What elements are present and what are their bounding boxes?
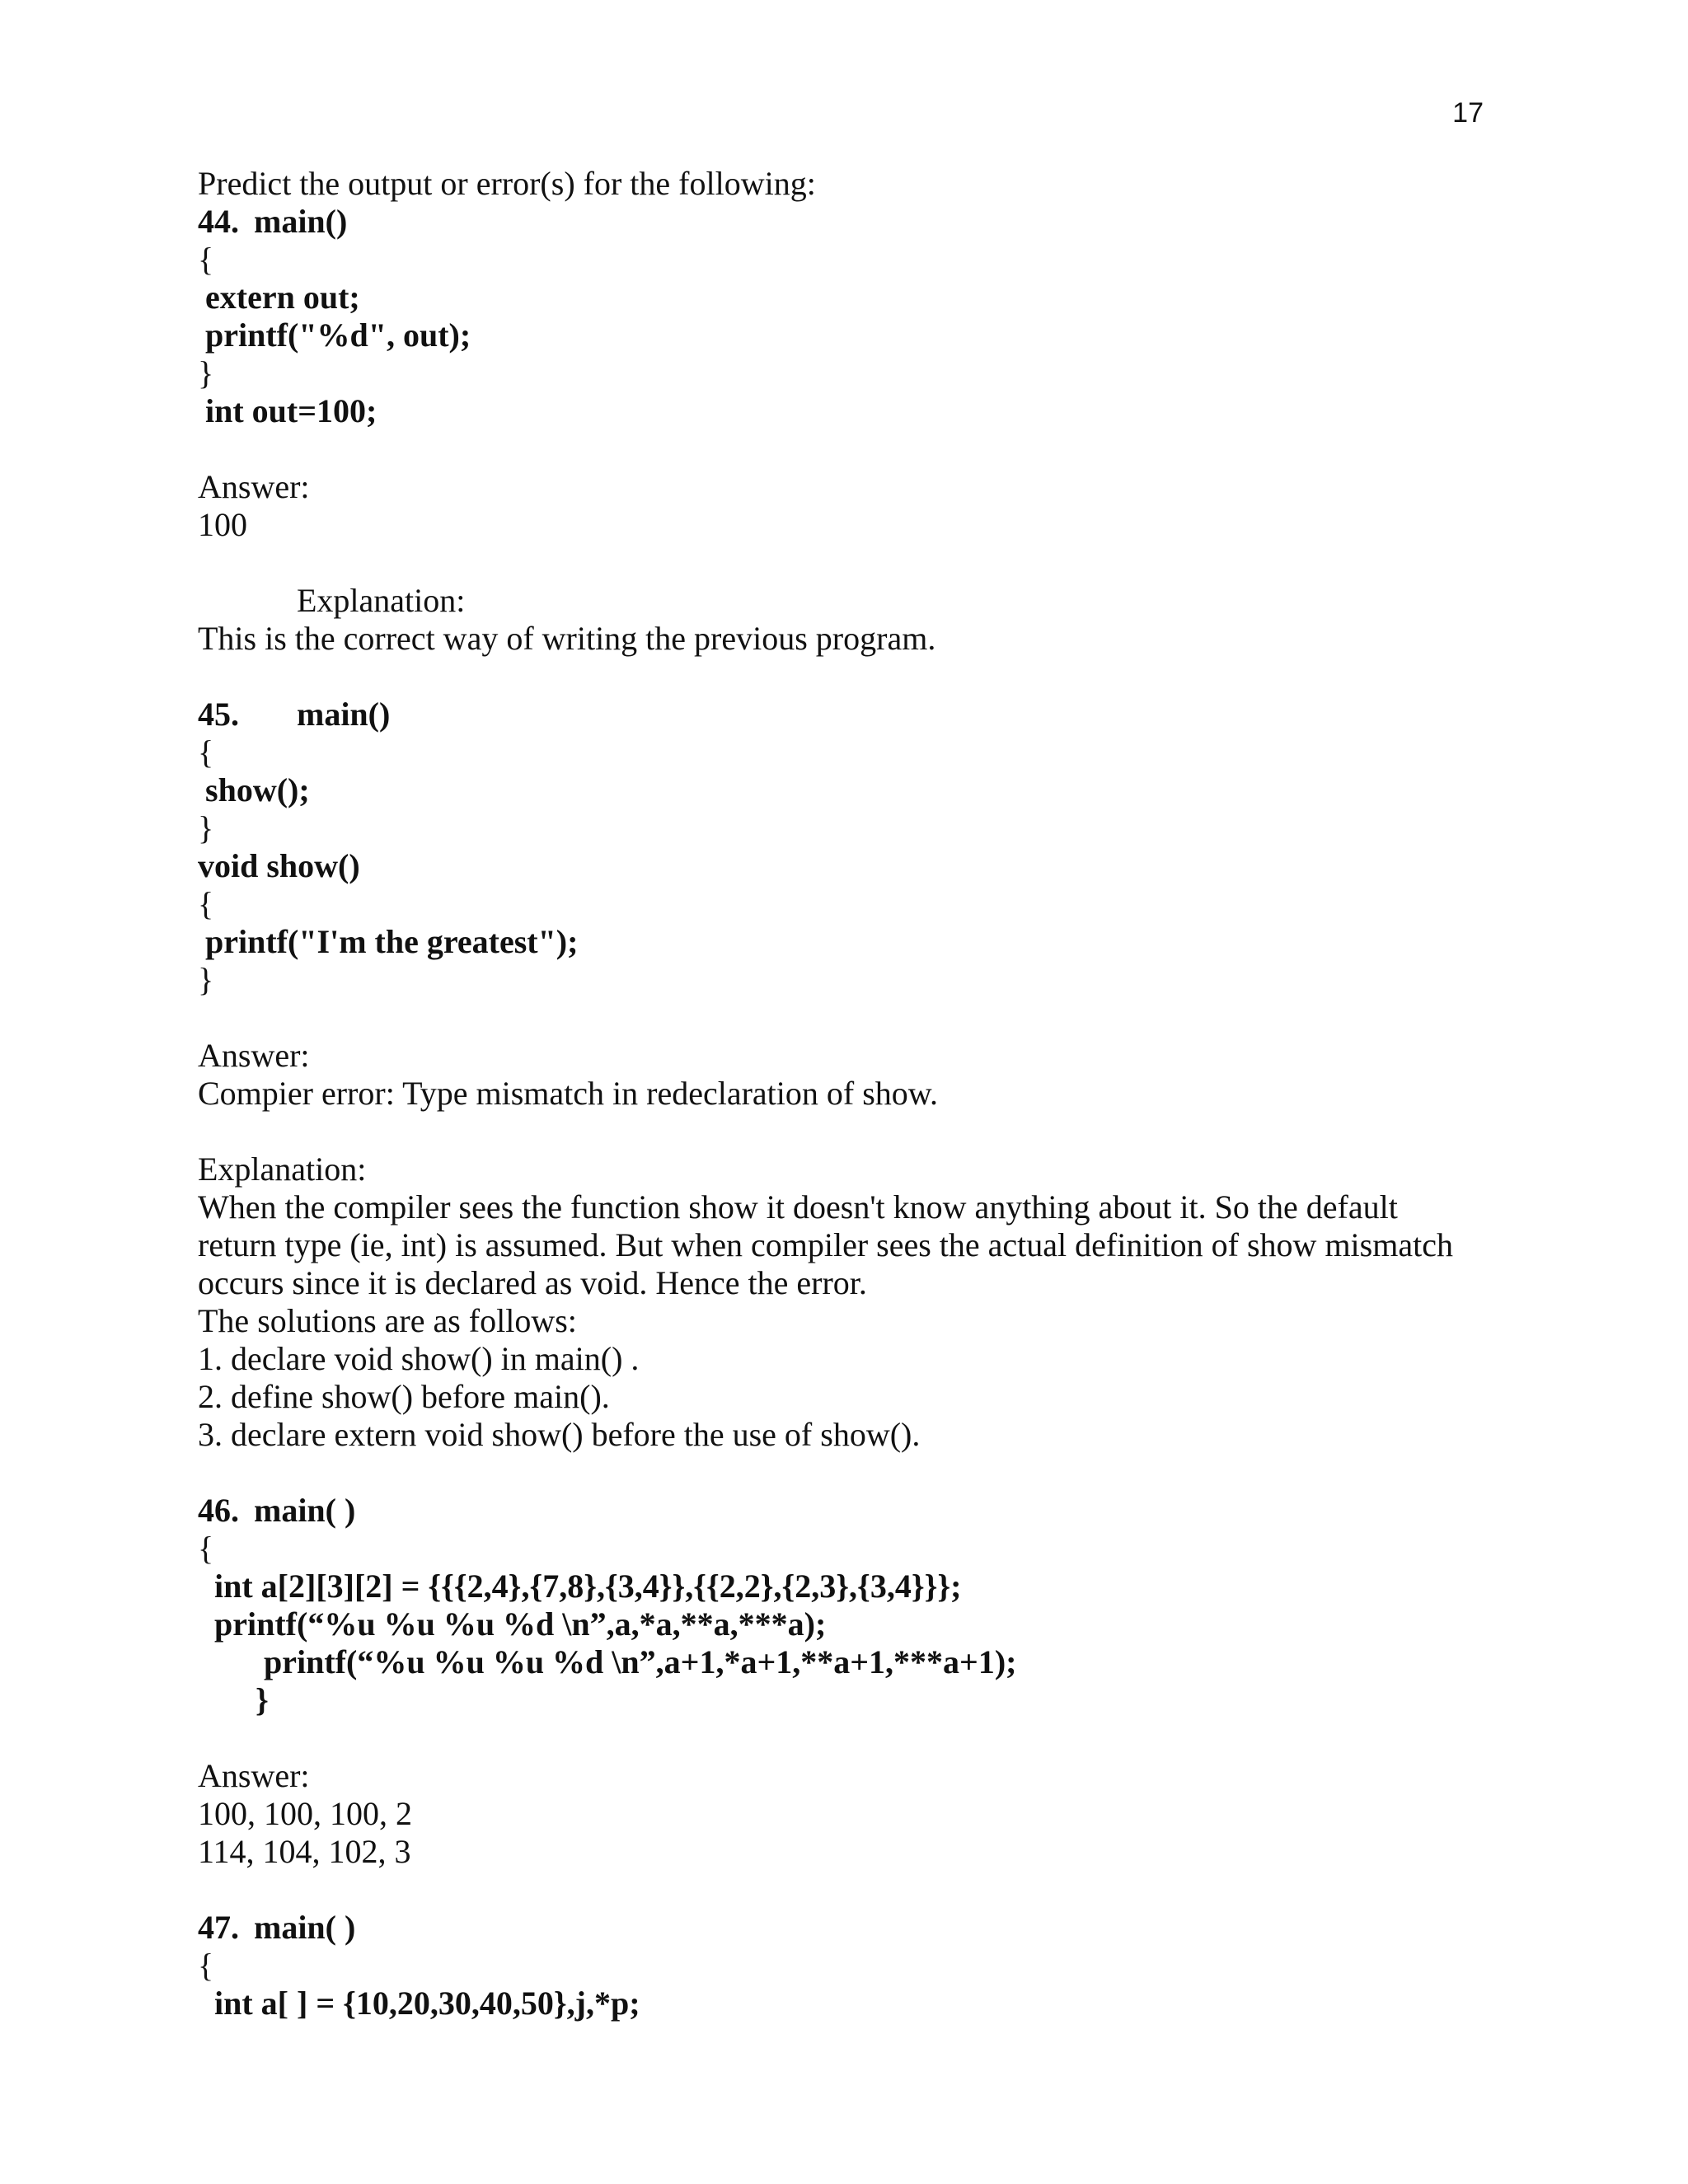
- q47-number: 47.: [198, 1909, 239, 1946]
- q46-answer-line: 100, 100, 100, 2: [198, 1795, 412, 1832]
- q44-code-line: extern out;: [205, 279, 360, 316]
- intro-text: Predict the output or error(s) for the following:: [198, 165, 816, 202]
- q44-close-brace: }: [198, 354, 214, 391]
- q44-answer: 100: [198, 506, 247, 543]
- q45-code-line: show();: [205, 771, 310, 808]
- q46-code-line: printf(“%u %u %u %d \n”,a+1,*a+1,**a+1,***a+1);: [264, 1643, 1017, 1680]
- q44-explanation: This is the correct way of writing the previous program.: [198, 620, 936, 657]
- q46-header: [198, 1492, 1517, 1530]
- q46-answer-line: 114, 104, 102, 3: [198, 1833, 411, 1870]
- q47-open-brace: {: [198, 1947, 214, 1984]
- q46-code-line: int a[2][3][2] = {{{2,4},{7,8},{3,4}},{{2,2},{2,3},{3,4}}};: [214, 1568, 962, 1605]
- q45-solutions-intro: The solutions are as follows:: [198, 1302, 577, 1339]
- q45-solution-item: 1. declare void show() in main() .: [198, 1340, 640, 1377]
- q46-answer-label: Answer:: [198, 1757, 310, 1794]
- q46-close-brace: }: [256, 1681, 269, 1718]
- q45-header: [198, 696, 1517, 733]
- q46-number: 46.: [198, 1492, 239, 1529]
- q45-solution-item: 2. define show() before main().: [198, 1378, 610, 1415]
- q45-open-brace: {: [198, 733, 214, 771]
- q47-header: [198, 1909, 1517, 1947]
- q44-answer-label: Answer:: [198, 468, 310, 505]
- q45-answer-label: Answer:: [198, 1037, 310, 1074]
- q46-open-brace: {: [198, 1530, 214, 1567]
- q45-explanation: When the compiler sees the function show it doesn't know anything about it. So the default return type (ie, int) is assumed. But when compiler sees the actual definition of show mismatch occurs since it is declared as void. Hence the error.: [198, 1188, 1453, 1301]
- q45-answer: Compier error: Type mismatch in redeclaration of show.: [198, 1075, 939, 1112]
- q44-header: [198, 203, 1517, 241]
- q44-code-line: printf("%d", out);: [205, 316, 471, 354]
- q45-solution-item: 3. declare extern void show() before the use of show().: [198, 1416, 921, 1453]
- q45-explanation-label: Explanation:: [198, 1151, 367, 1188]
- page-content: [198, 165, 1517, 2022]
- q44-code-line: int out=100;: [205, 392, 377, 429]
- q47-function: main( ): [254, 1909, 356, 1946]
- q47-code-line: int a[ ] = {10,20,30,40,50},j,*p;: [214, 1985, 640, 2022]
- q44-function: main(): [254, 203, 348, 240]
- q45-code-line: printf("I'm the greatest");: [205, 923, 579, 960]
- page-number: 17: [1452, 97, 1484, 129]
- q45-close-brace: }: [198, 809, 214, 846]
- q45-number: 45.: [198, 696, 239, 733]
- q45-close-brace: }: [198, 961, 214, 998]
- q44-explanation-label: Explanation:: [297, 582, 466, 619]
- q46-code-line: printf(“%u %u %u %d \n”,a,*a,**a,***a);: [214, 1605, 827, 1643]
- q45-open-brace: {: [198, 885, 214, 922]
- q44-number: 44.: [198, 203, 239, 240]
- q46-function: main( ): [254, 1492, 356, 1529]
- q45-function: main(): [297, 696, 391, 733]
- q45-code-line: void show(): [198, 847, 360, 884]
- q44-open-brace: {: [198, 241, 214, 278]
